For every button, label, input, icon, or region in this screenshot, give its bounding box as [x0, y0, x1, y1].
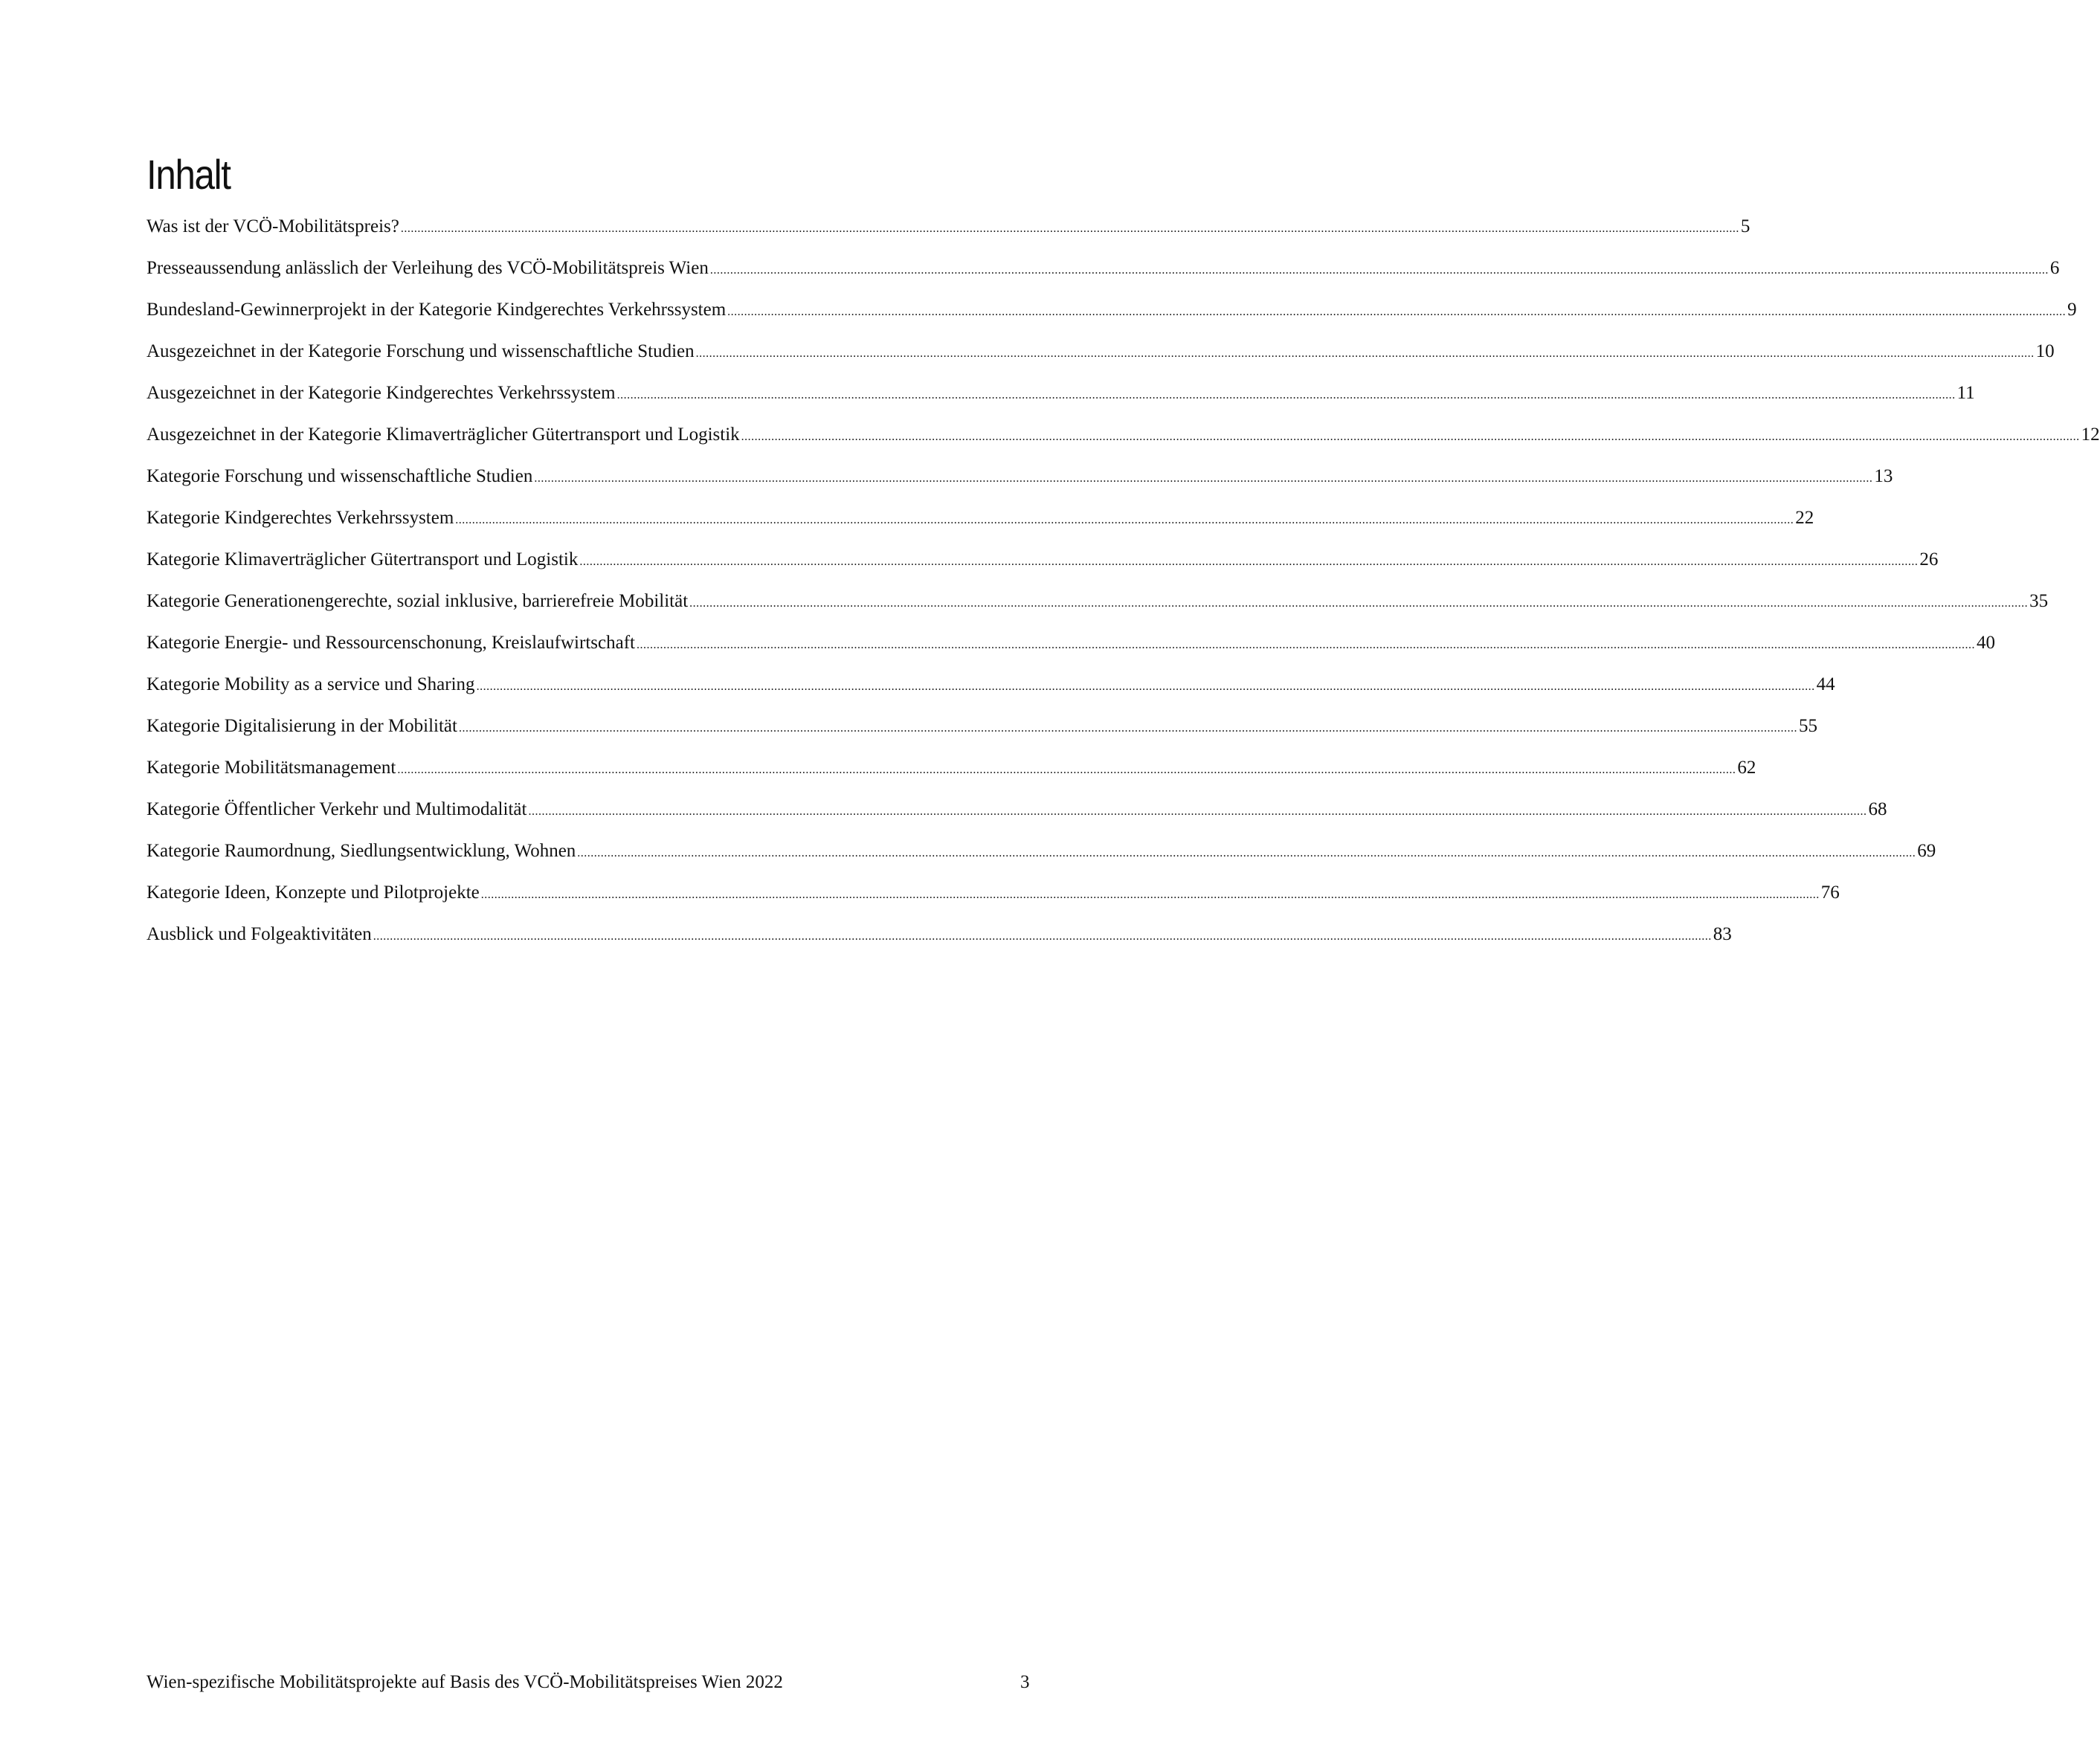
toc-title: Inhalt — [146, 151, 231, 198]
toc-entry[interactable] — [146, 874, 1840, 916]
toc-entry[interactable] — [146, 500, 1814, 541]
toc-entry[interactable] — [146, 749, 1756, 791]
toc-entry-title: Kategorie Ideen, Konzepte und Pilotprojekte — [146, 883, 480, 903]
toc-entry-page-number: 68 — [1868, 799, 1887, 819]
toc-entry[interactable] — [146, 291, 2077, 333]
toc-dot-leader: ................................................................................................................................................................................................................................................................................................................................................................................................................ — [528, 805, 1867, 818]
toc-entry-page-number: 55 — [1798, 716, 1817, 736]
toc-entry-page-number: 12 — [2081, 425, 2100, 445]
toc-entry-title: Kategorie Klimaverträglicher Gütertransport und Logistik — [146, 549, 579, 570]
toc-dot-leader: ................................................................................................................................................................................................................................................................................................................................................................................................................ — [480, 888, 1820, 901]
toc-entry[interactable] — [146, 666, 1835, 708]
toc-entry-title: Kategorie Mobility as a service und Sharing — [146, 674, 475, 694]
toc-entry-page-number: 9 — [2067, 300, 2077, 320]
toc-entry-title: Bundesland-Gewinnerprojekt in der Kategorie Kindgerechtes Verkehrssystem — [146, 300, 727, 320]
toc-entry-title: Ausgezeichnet in der Kategorie Forschung und wissenschaftliche Studien — [146, 341, 695, 361]
toc-entry[interactable] — [146, 333, 2055, 375]
toc-entry-page-number: 40 — [1976, 633, 1995, 653]
toc-entry[interactable] — [146, 916, 1732, 958]
toc-dot-leader: ................................................................................................................................................................................................................................................................................................................................................................................................................ — [689, 597, 2029, 610]
toc-entry-page-number: 76 — [1820, 883, 1840, 903]
toc-entry[interactable] — [146, 541, 1939, 583]
table-of-contents — [146, 208, 2100, 958]
toc-dot-leader: ................................................................................................................................................................................................................................................................................................................................................................................................................ — [709, 264, 2049, 277]
toc-entry[interactable] — [146, 208, 1750, 250]
toc-dot-leader: ................................................................................................................................................................................................................................................................................................................................................................................................................ — [695, 347, 2035, 360]
toc-entry-title: Kategorie Öffentlicher Verkehr und Multimodalität — [146, 799, 527, 819]
toc-entry-page-number: 22 — [1795, 508, 1814, 528]
toc-dot-leader: ................................................................................................................................................................................................................................................................................................................................................................................................................ — [616, 389, 1956, 401]
toc-entry[interactable] — [146, 375, 1975, 416]
toc-entry-title: Was ist der VCÖ-Mobilitätspreis? — [146, 216, 399, 236]
toc-entry[interactable] — [146, 708, 1817, 749]
toc-entry-title: Presseaussendung anlässlich der Verleihung des VCÖ-Mobilitätspreis Wien — [146, 258, 709, 278]
toc-entry-page-number: 62 — [1737, 758, 1756, 778]
toc-entry-page-number: 6 — [2049, 258, 2060, 278]
toc-dot-leader: ................................................................................................................................................................................................................................................................................................................................................................................................................ — [400, 222, 1739, 235]
toc-entry-title: Kategorie Forschung und wissenschaftliche Studien — [146, 466, 533, 486]
footer-text: Wien-spezifische Mobilitätsprojekte auf Basis des VCÖ-Mobilitätspreises Wien 2022 — [146, 1672, 783, 1692]
toc-entry-page-number: 83 — [1713, 924, 1732, 944]
toc-entry-page-number: 11 — [1956, 383, 1975, 403]
toc-entry[interactable] — [146, 416, 2100, 458]
toc-dot-leader: ................................................................................................................................................................................................................................................................................................................................................................................................................ — [579, 555, 1919, 568]
toc-entry-title: Kategorie Digitalisierung in der Mobilität — [146, 716, 457, 736]
toc-entry-title: Kategorie Generationengerechte, sozial inklusive, barrierefreie Mobilität — [146, 591, 689, 611]
toc-entry[interactable] — [146, 250, 2060, 291]
toc-entry-page-number: 44 — [1816, 674, 1835, 694]
toc-entry[interactable] — [146, 833, 1936, 874]
toc-entry[interactable] — [146, 583, 2049, 625]
toc-entry-page-number: 26 — [1919, 549, 1939, 570]
toc-entry-title: Ausgezeichnet in der Kategorie Klimaverträglicher Gütertransport und Logistik — [146, 425, 740, 445]
toc-dot-leader: ................................................................................................................................................................................................................................................................................................................................................................................................................ — [534, 472, 1873, 485]
toc-entry[interactable] — [146, 458, 1893, 500]
toc-entry-page-number: 5 — [1740, 216, 1750, 236]
toc-dot-leader: ................................................................................................................................................................................................................................................................................................................................................................................................................ — [397, 764, 1736, 776]
footer-page-number: 3 — [1020, 1672, 1030, 1692]
toc-dot-leader: ................................................................................................................................................................................................................................................................................................................................................................................................................ — [741, 430, 2080, 443]
toc-entry-title: Ausgezeichnet in der Kategorie Kindgerechtes Verkehrssystem — [146, 383, 616, 403]
toc-entry-page-number: 69 — [1917, 841, 1936, 861]
toc-dot-leader: ................................................................................................................................................................................................................................................................................................................................................................................................................ — [373, 930, 1712, 943]
toc-dot-leader: ................................................................................................................................................................................................................................................................................................................................................................................................................ — [636, 639, 1975, 651]
toc-entry-page-number: 35 — [2029, 591, 2049, 611]
toc-entry-title: Kategorie Mobilitätsmanagement — [146, 758, 396, 778]
toc-dot-leader: ................................................................................................................................................................................................................................................................................................................................................................................................................ — [727, 306, 2067, 318]
toc-entry-title: Ausblick und Folgeaktivitäten — [146, 924, 372, 944]
toc-dot-leader: ................................................................................................................................................................................................................................................................................................................................................................................................................ — [458, 722, 1797, 735]
toc-dot-leader: ................................................................................................................................................................................................................................................................................................................................................................................................................ — [577, 847, 1916, 859]
toc-entry[interactable] — [146, 791, 1887, 833]
toc-entry-title: Kategorie Raumordnung, Siedlungsentwicklung, Wohnen — [146, 841, 576, 861]
toc-dot-leader: ................................................................................................................................................................................................................................................................................................................................................................................................................ — [455, 514, 1794, 526]
toc-entry[interactable] — [146, 625, 1995, 666]
toc-entry-page-number: 13 — [1874, 466, 1893, 486]
toc-entry-title: Kategorie Kindgerechtes Verkehrssystem — [146, 508, 454, 528]
toc-dot-leader: ................................................................................................................................................................................................................................................................................................................................................................................................................ — [476, 680, 1815, 693]
toc-entry-title: Kategorie Energie- und Ressourcenschonung, Kreislaufwirtschaft — [146, 633, 635, 653]
toc-entry-page-number: 10 — [2035, 341, 2055, 361]
